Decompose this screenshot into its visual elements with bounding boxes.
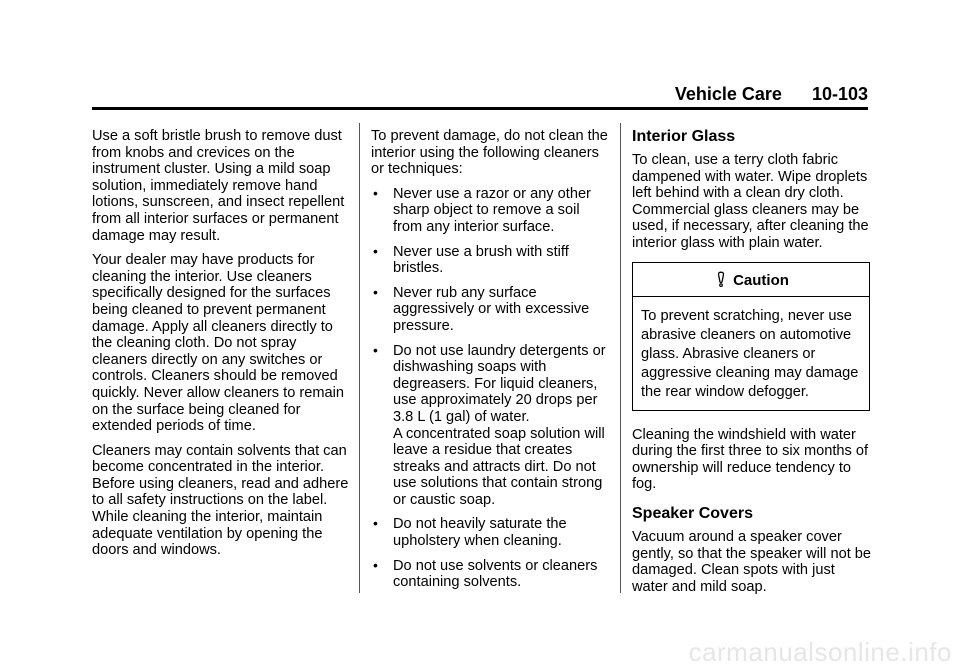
paragraph-solvents: Cleaners may contain solvents that can become concentrated in the interior. Before using cleaners, read and adhere to all safety instructions on the label. While cleaning the interior, maintain adequate ventilation by opening the doors and windows. [92, 442, 349, 559]
cleaning-bullet-list [371, 186, 611, 591]
heading-speaker-covers: Speaker Covers [632, 504, 753, 522]
paragraph-windshield: Cleaning the windshield with water during the first three to six months of ownership will reduce tendency to fog. [632, 426, 869, 493]
page-header [92, 84, 868, 104]
paragraph-interior-glass: To clean, use a terry cloth fabric dampened with water. Wipe droplets left behind with a clean dry cloth. Commercial glass cleaners may be used, if necessary, after cleaning the interior glass with plain water. [632, 152, 869, 251]
list-item: • Never use a razor or any other sharp object to remove a soil from any interior surface. [373, 184, 591, 235]
paragraph-brush: Use a soft bristle brush to remove dust from knobs and crevices on the instrument cluster. Using a mild soap solution, immediately remove hand lotions, sunscreen, and insect repellent from all interior surfaces or permanent damage may result. [92, 128, 345, 244]
bullet-icon: • [373, 341, 378, 358]
section-title: Vehicle Care [674, 84, 782, 104]
list-item: • Never use a brush with stiff bristles. [373, 242, 569, 277]
list-item: • Do not use laundry detergents or dishwashing soaps with degreasers. For liquid cleaners, use approximately 20 drops per 3.8 L (1 gal) of water. A concentrated soap solution will leave a residue that creates streaks and attracts dirt. Do not use solutions that contain strong or caustic soap. [371, 343, 611, 509]
column-2 [371, 128, 611, 599]
column-3 [632, 128, 872, 603]
page-number: 10-103 [811, 84, 868, 104]
bullet-icon: • [373, 242, 378, 259]
paragraph-prevent-damage: To prevent damage, do not clean the interior using the following cleaners or techniques: [371, 128, 608, 178]
watermark: carmanualsonline.info [688, 637, 952, 667]
list-item: • Do not heavily saturate the upholstery when cleaning. [373, 515, 567, 550]
caution-box [632, 262, 870, 411]
list-item: • Never rub any surface aggressively or with excessive pressure. [373, 283, 590, 334]
caution-header [633, 263, 869, 297]
list-item: • Do not use solvents or cleaners containing solvents. [373, 556, 598, 591]
heading-interior-glass: Interior Glass [632, 128, 736, 145]
column-divider-2 [620, 123, 621, 593]
bullet-icon: • [373, 556, 378, 573]
paragraph-dealer-products: Your dealer may have products for cleaning the interior. Use cleaners specifically designed for the surfaces being cleaned to prevent permanent damage. Apply all cleaners directly to the cleaning cloth. Do not spray cleaners directly on any switches or controls. Cleaners should be removed quickly. Never allow cleaners to remain on the surface being cleaned for extended periods of time. [92, 252, 344, 435]
caution-icon [713, 271, 729, 287]
column-1 [92, 128, 350, 567]
bullet-icon: • [373, 184, 378, 201]
paragraph-speaker-covers: Vacuum around a speaker cover gently, so that the speaker will not be damaged. Clean spots with just water and mild soap. [632, 528, 872, 595]
bullet-icon: • [373, 283, 378, 300]
column-divider-1 [359, 123, 360, 593]
caution-text: To prevent scratching, never use abrasive cleaners on automotive glass. Abrasive cleaners or aggressive cleaning may damage the rear window defogger. [641, 307, 859, 400]
caution-title: Caution [733, 271, 789, 289]
header-rule [92, 107, 868, 110]
bullet-extra-text: A concentrated soap solution will leave a residue that creates streaks and attracts dirt. Do not use solutions that contain strong or caustic soap. [393, 425, 605, 508]
bullet-icon: • [373, 515, 378, 532]
